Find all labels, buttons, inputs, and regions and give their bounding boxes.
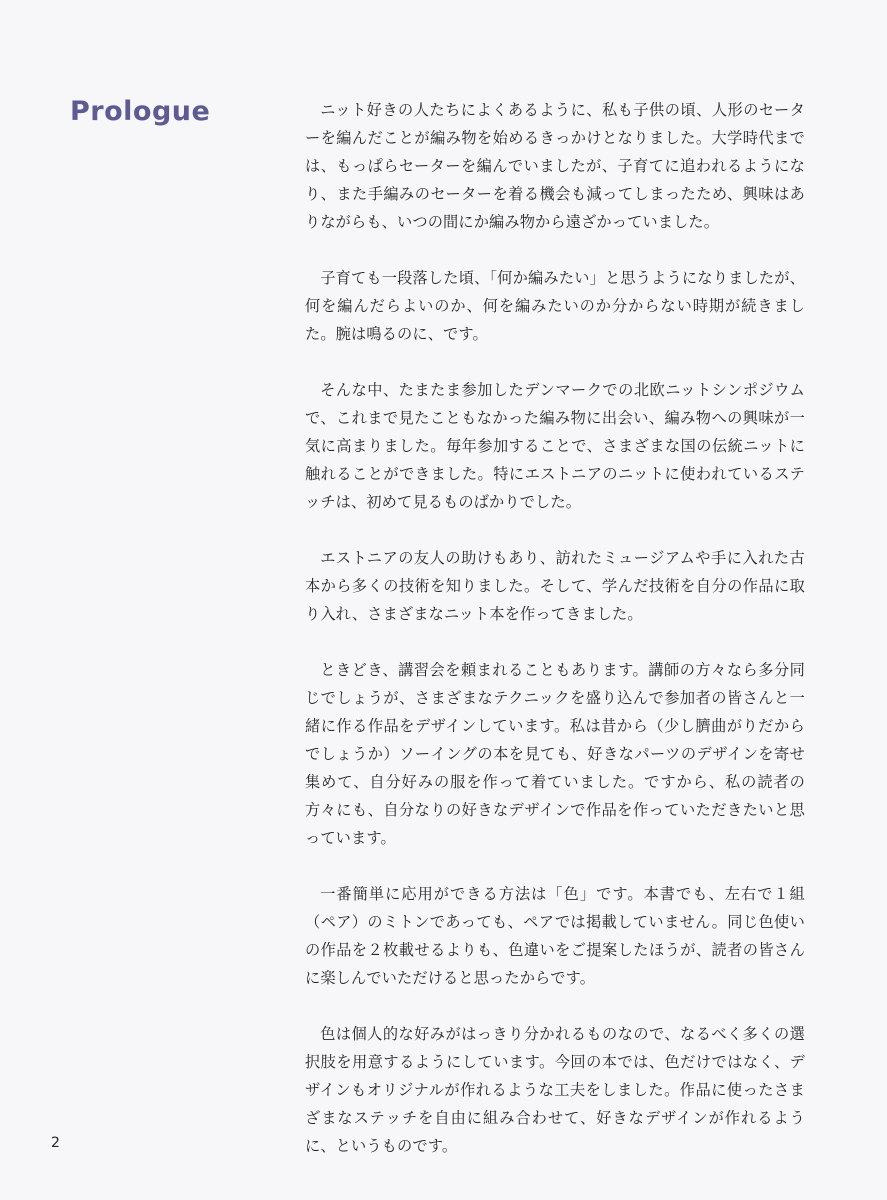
paragraph-2: 子育ても一段落した頃、「何か編みたい」と思うようになりましたが、何を編んだらよいのか、何を編みたいのか分からない時期が続きました。腕は鳴るのに、です。 <box>305 269 805 343</box>
paragraph-3: そんな中、たまたま参加したデンマークでの北欧ニットシンポジウムで、これまで見たこともなかった編み物に出会い、編み物への興味が一気に高まりました。毎年参加することで、さまざまな国の伝統ニットに触れることができました。特にエストニアのニットに使われているステッチは、初めて見るものばかりでした。 <box>305 381 805 511</box>
paragraph-7: 色は個人的な好みがはっきり分かれるものなので、なるべく多くの選択肢を用意するようにしています。今回の本では、色だけではなく、デザインもオリジナルが作れるような工夫をしました。作品に使ったさまざまなステッチを自由に組み合わせて、好きなデザインが作れるように、というものです。 <box>305 1025 805 1155</box>
body-text <box>305 96 805 1160</box>
paragraph-6: 一番簡単に応用ができる方法は「色」です。本書でも、左右で１組（ペア）のミトンであっても、ペアでは掲載していません。同じ色使いの作品を２枚載せるよりも、色違いをご提案したほうが、読者の皆さんに楽しんでいただけると思ったからです。 <box>305 885 805 987</box>
paragraph-4: エストニアの友人の助けもあり、訪れたミュージアムや手に入れた古本から多くの技術を知りました。そして、学んだ技術を自分の作品に取り入れ、さまざまなニット本を作ってきました。 <box>305 549 805 623</box>
page-title: Prologue <box>70 96 211 127</box>
paragraph-1: ニット好きの人たちによくあるように、私も子供の頃、人形のセーターを編んだことが編み物を始めるきっかけとなりました。大学時代までは、もっぱらセーターを編んでいましたが、子育てに追われるようになり、また手編みのセーターを着る機会も減ってしまったため、興味はありながらも、いつの間にか編み物から遠ざかっていました。 <box>305 101 805 231</box>
page-number: 2 <box>51 1135 60 1151</box>
paragraph-5: ときどき、講習会を頼まれることもあります。講師の方々なら多分同じでしょうが、さまざまなテクニックを盛り込んで参加者の皆さんと一緒に作る作品をデザインしています。私は昔から（少し臍曲がりだからでしょうか）ソーイングの本を見ても、好きなパーツのデザインを寄せ集めて、自分好みの服を作って着ていました。ですから、私の読者の方々にも、自分なりの好きなデザインで作品を作っていただきたいと思っています。 <box>305 661 805 847</box>
